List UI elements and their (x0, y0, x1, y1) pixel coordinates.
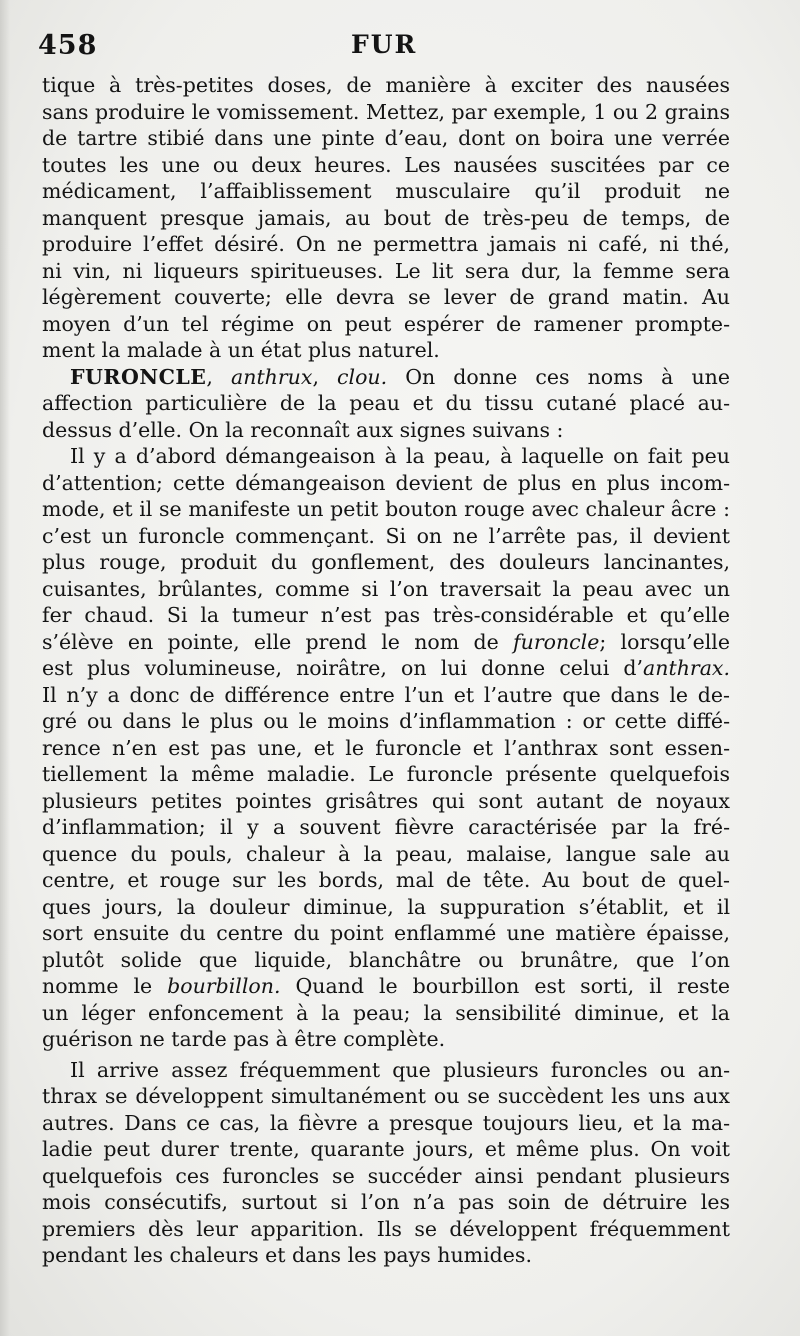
text-line: affection particulière de la peau et du tissu cutané placé au- (42, 391, 730, 415)
text-line: ladie peut durer trente, quarante jours, et même plus. On voit (42, 1137, 730, 1161)
running-head (38, 30, 738, 66)
text-line: autres. Dans ce cas, la fièvre a presque toujours lieu, et la ma- (42, 1110, 730, 1135)
text-line: plusieurs petites pointes grisâtres qui sont autant de noyaux (42, 788, 730, 813)
text-line: gré ou dans le plus ou le moins d’inflammation : or cette diffé- (42, 709, 730, 733)
text-line: mois consécutifs, surtout si l’on n’a pas soin de détruire les (42, 1190, 730, 1214)
text-line-anthrax (42, 655, 730, 682)
text-line: tique à très-petites doses, de manière à exciter des nausées (42, 73, 730, 97)
text-line: quence du pouls, chaleur à la peau, malaise, langue sale au (42, 841, 730, 866)
text-line: quelquefois ces furoncles se succéder ainsi pendant plusieurs (42, 1163, 730, 1188)
text-line: sans produire le vomissement. Mettez, par exemple, 1 ou 2 grains (42, 99, 730, 124)
text-fragment: ; lorsqu’elle (599, 629, 730, 654)
text-fragment: est plus volumineuse, noirâtre, on lui donne celui d’ (42, 656, 644, 680)
text-line: rence n’en est pas une, et le furoncle et l’anthrax sont essen- (42, 735, 730, 760)
italic-term: furoncle (513, 629, 600, 654)
text-line: de tartre stibié dans une pinte d’eau, dont on boira une verrée (42, 126, 730, 150)
text-line: d’inflammation; il y a souvent fièvre caractérisée par la fré- (42, 815, 730, 839)
text-line: thrax se développent simultanément ou se succèdent les uns aux (42, 1084, 730, 1108)
entry-headword: FURONCLE (70, 364, 207, 389)
text-line: guérison ne tarde pas à être complète. (42, 1027, 446, 1051)
text-line: manquent presque jamais, au bout de très-peu de temps, de (42, 205, 730, 230)
text-line: premiers dès leur apparition. Ils se développent fréquemment (42, 1216, 730, 1241)
page-number: 458 (38, 30, 98, 61)
text-line: mode, et il se manifeste un petit bouton rouge avec chaleur âcre : (42, 497, 730, 521)
text-line: cuisantes, brûlantes, comme si l’on traversait la peau avec un (42, 576, 730, 601)
text-line: tiellement la même maladie. Le furoncle présente quelquefois (42, 762, 730, 786)
text-line: médicament, l’affaiblissement musculaire qu’il produit ne (42, 179, 730, 203)
text-fragment: On donne ces noms à une (405, 364, 730, 389)
text-line: centre, et rouge sur les bords, mal de tête. Au bout de quel- (42, 868, 730, 892)
entry-synonym: clou. (337, 364, 388, 389)
entry-first-line: FURONCLE, anthrux, clou. On donne ces noms à une (70, 364, 730, 389)
text-fragment: Quand le bourbillon est sorti, il reste (295, 974, 730, 998)
italic-term: bourbillon. (167, 974, 281, 998)
page-binding-shadow (0, 0, 10, 1336)
text-line: un léger enfoncement à la peau; la sensibilité diminue, et la (42, 1000, 730, 1025)
text-line: ni vin, ni liqueurs spiritueuses. Le lit sera dur, la femme sera (42, 258, 730, 283)
text-line: d’attention; cette démangeaison devient de plus en plus incom- (42, 470, 730, 495)
text-fragment: nomme le (42, 974, 153, 998)
text-line-furoncle (42, 629, 730, 656)
text-line: produire l’effet désiré. On ne permettra jamais ni café, ni thé, (42, 232, 730, 256)
text-line: Il arrive assez fréquemment que plusieurs furoncles ou an- (70, 1057, 730, 1082)
text-line-bourbillon (42, 973, 730, 1000)
text-line: ques jours, la douleur diminue, la suppuration s’établit, et il (42, 894, 730, 919)
text-line: plutôt solide que liquide, blanchâtre ou brunâtre, que l’on (42, 947, 730, 972)
text-line: c’est un furoncle commençant. Si on ne l’arrête pas, il devient (42, 523, 730, 548)
text-line: légèrement couverte; elle devra se lever de grand matin. Au (42, 285, 730, 309)
italic-term: anthrax. (643, 656, 730, 680)
text-line: pendant les chaleurs et dans les pays humides. (42, 1243, 532, 1267)
text-line: sort ensuite du centre du point enflammé une matière épaisse, (42, 921, 730, 945)
running-title: FUR (351, 30, 418, 59)
entry-synonym: anthrux (231, 364, 313, 389)
text-line: ment la malade à un état plus naturel. (42, 338, 440, 362)
text-line: Il y a d’abord démangeaison à la peau, à laquelle on fait peu (70, 444, 730, 468)
text-line: dessus d’elle. On la reconnaît aux signes suivans : (42, 417, 564, 442)
text-line: fer chaud. Si la tumeur n’est pas très-considérable et qu’elle (42, 603, 730, 627)
text-line: toutes les une ou deux heures. Les nausées suscitées par ce (42, 152, 730, 177)
text-line: moyen d’un tel régime on peut espérer de ramener prompte- (42, 311, 730, 336)
text-line: plus rouge, produit du gonflement, des douleurs lancinantes, (42, 550, 730, 574)
text-line: Il n’y a donc de différence entre l’un et l’autre que dans le de- (42, 682, 730, 707)
text-fragment: s’élève en pointe, elle prend le nom de (42, 629, 499, 654)
body-text (42, 72, 730, 1269)
